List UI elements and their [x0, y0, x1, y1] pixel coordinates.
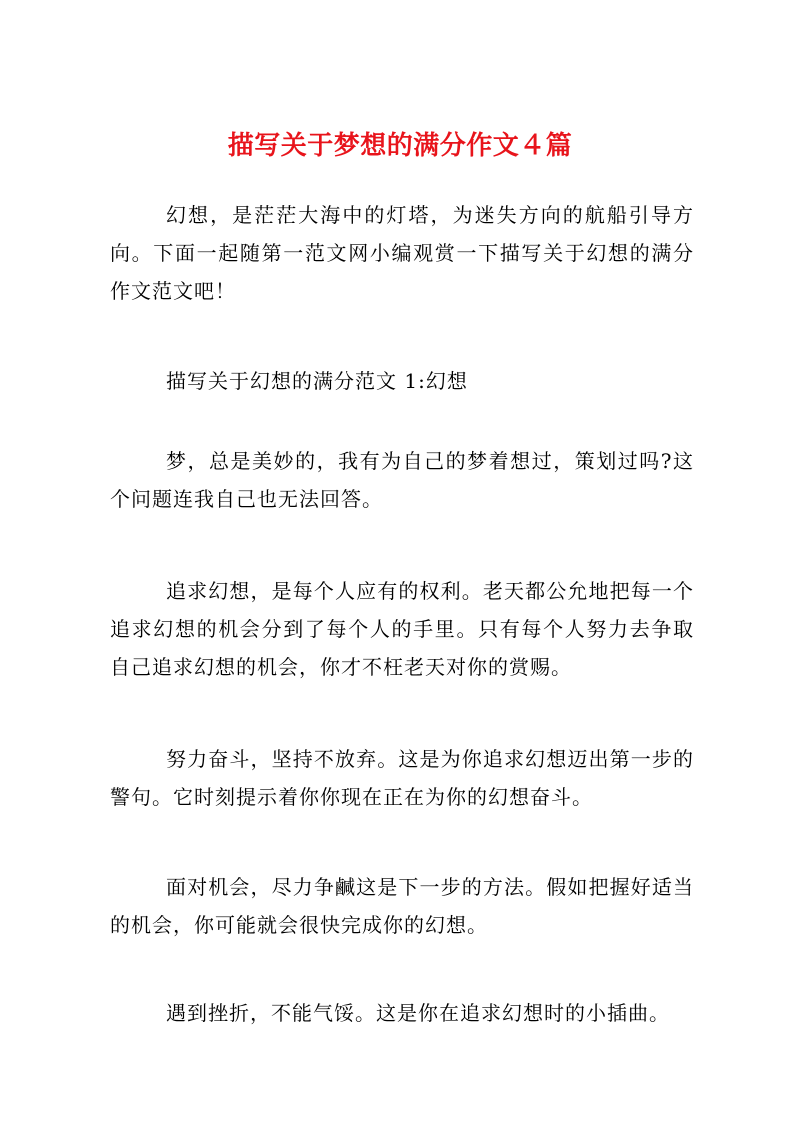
document-title: 描写关于梦想的满分作文４篇 — [227, 131, 573, 161]
paragraph-body: 面对机会，尽力争鹹这是下一步的方法。假如把握好适当的机会，你可能就会很快完成你的幻想。 — [110, 875, 694, 937]
paragraph-body: 梦，总是美妙的，我有为自己的梦着想过，策划过吗?这个问题连我自己也无法回答。 — [110, 449, 694, 511]
paragraph-body: 追求幻想，是每个人应有的权利。老天都公允地把每一个追求幻想的机会分到了每个人的手里。只有每个人努力去争取自己追求幻想的机会，你才不枉老天对你的赏赐。 — [110, 579, 694, 679]
paragraph-body: 努力奋斗，坚持不放弃。这是为你追求幻想迈出第一步的警句。它时刻提示着你你现在正在为你的幻想奋斗。 — [110, 747, 694, 809]
paragraph-body: 遇到挫折，不能气馁。这是你在追求幻想时的小插曲。 — [166, 1001, 670, 1025]
paragraph-intro: 幻想，是茫茫大海中的灯塔，为迷失方向的航船引导方向。下面一起随第一范文网小编观赏一下描写关于幻想的满分作文范文吧！ — [110, 203, 694, 303]
paragraph-subheading: 描写关于幻想的满分范文 1:幻想 — [166, 369, 468, 393]
